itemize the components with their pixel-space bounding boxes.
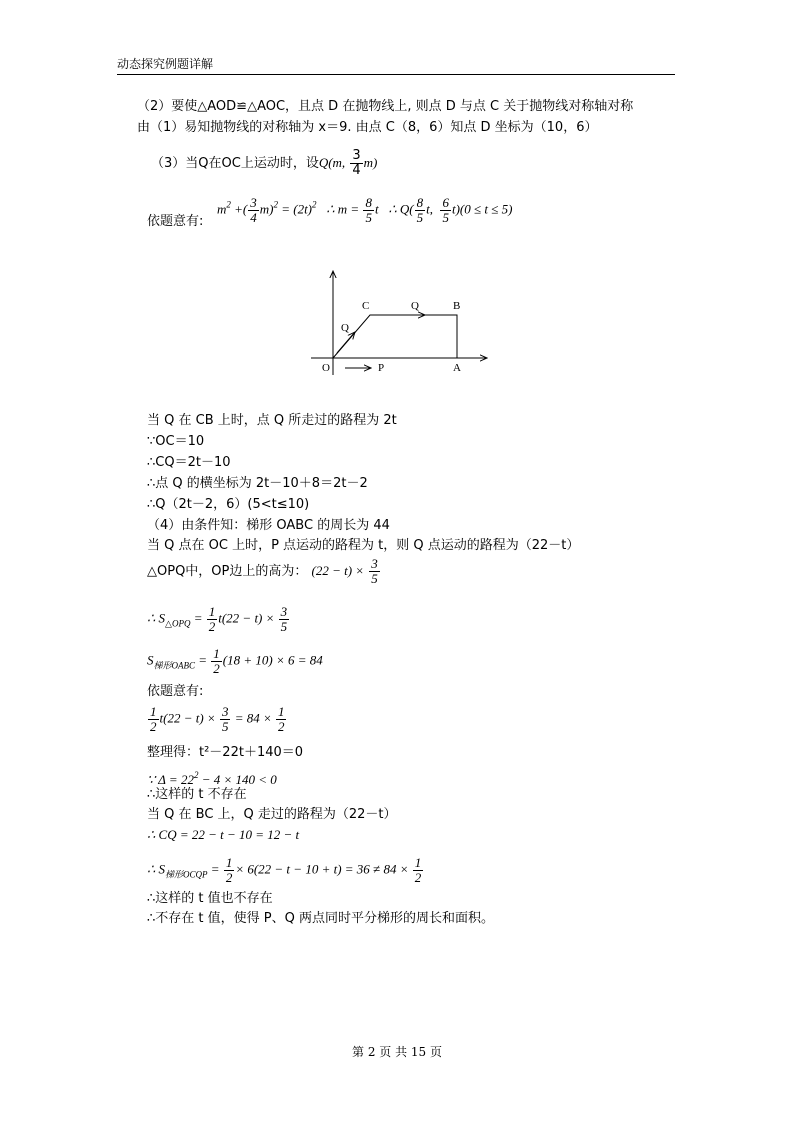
label-C: C [362,300,370,312]
eq-expr1: t(22 − t) × [159,710,216,726]
frac-den: 2 [208,619,216,634]
s-opq-eq: = [193,610,203,626]
frac-den: 2 [414,870,422,885]
eq-rhs: = (2t) [281,201,313,217]
frac-3-5b [279,605,290,634]
frac-1-2 [207,605,218,634]
frac-8-5 [363,196,374,225]
part3-intro-text: （3）当Q在OC上运动时，设 [151,156,319,171]
eq-line-2 [147,705,287,734]
cb-line2: ∵OC＝10 [147,434,205,449]
frac-3-5 [369,557,380,586]
frac-6-5 [440,196,451,225]
frac-1-2e [224,856,235,885]
eq-m-close: m) [259,201,274,217]
part3-intro [151,149,377,178]
frac-den: 2 [225,870,233,885]
label-O: O [322,362,330,374]
frac-1-2d [276,705,287,734]
delta: ∵ Δ = 22 [147,772,194,787]
frac-3-4 [350,149,362,178]
frac-1-2c [148,705,159,734]
label-Q-oc: Q [341,322,349,334]
label-Q-cb: Q [411,300,419,312]
s-opq-sub: △OPQ [165,618,191,629]
s-trap: S [147,652,154,668]
cb-line1: 当 Q 在 CB 上时，点 Q 所走过的路程为 2t [147,413,397,428]
s-trap-sub: 梯形OABC [153,660,195,671]
label-B: B [453,300,461,312]
s-ocqp-sub: 梯形OCQP [165,869,208,880]
part3-eq-label: 依题意有: [147,214,204,229]
q-close: ) [373,155,378,170]
s-opq: ∴ S [147,610,166,626]
simplify-line: 整理得：t²－22t＋140＝0 [147,745,304,760]
trapezoid-diagram [305,265,495,380]
frac-den: 2 [150,719,157,734]
label-P: P [378,362,385,374]
s-ocqp-eq: = [210,861,220,877]
q-point: ∴ Q( [388,201,414,217]
eq-frac-3-4 [248,196,259,225]
frac-num: 3 [371,556,378,571]
part2-line1: （2）要使△AOD≌△AOC，且点 D 在抛物线上, 则点 D 与点 C 关于抛物线对称轴对称 [137,99,634,114]
part4-line1: （4）由条件知：梯形 OABC 的周长为 44 [147,518,390,533]
frac-num: 1 [225,855,233,870]
s-trap-expr: (18 + 10) × 6 = 84 [222,652,323,668]
s-trap-line [147,647,323,676]
frac-num: 6 [442,195,449,210]
part2-line2: 由（1）易知抛物线的对称轴为 x＝9. 由点 C（8，6）知点 D 坐标为（10，6） [137,120,598,135]
frac-num: 8 [416,195,424,210]
delta-line [147,767,277,788]
delta-sq: 2 [193,770,199,780]
eq-sq3: 2 [312,199,317,210]
s-trap-eq: = [198,652,208,668]
frac-num: 3 [221,704,229,719]
frac-den: 5 [371,571,378,586]
m-equals: ∴ m = [326,201,360,217]
no-t-line: ∴这样的 t 不存在 [147,787,247,802]
cb-line3: ∴CQ＝2t－10 [147,455,231,470]
frac-1-2f [413,856,424,885]
height-label: △OPQ中，OP边上的高为： [147,564,308,579]
frac-num: 1 [150,704,157,719]
frac-num: 1 [213,646,220,661]
t-var: t [374,201,379,217]
page-footer: 第 2 页 共 15 页 [352,1045,442,1059]
q-m: m [363,155,373,170]
comma-t: t, [426,201,433,217]
frac-den: 5 [365,210,372,225]
frac-num: 1 [277,704,285,719]
eq-expr2: = 84 × [234,710,272,726]
s-opq-expr: t(22 − t) × [218,610,275,626]
frac-num: 1 [208,604,216,619]
s-ocqp-line [147,856,424,885]
frac-3-5c [220,705,231,734]
eq-label-2: 依题意有: [147,684,204,699]
delta-rest: − 4 × 140 < 0 [201,772,277,787]
q-arrow-oc [337,332,355,353]
label-A: A [453,362,461,374]
part3-equation [217,196,512,225]
header-divider [117,74,675,75]
q-open: Q(m, [318,155,346,170]
frac-den: 2 [277,719,285,734]
s-ocqp: ∴ S [147,861,166,877]
eq-m: m [217,201,227,217]
frac-den: 5 [280,619,288,634]
frac-num: 1 [414,855,422,870]
height-line [147,557,381,586]
page-header-title: 动态探究例题详解 [117,57,214,71]
t-range: t)(0 ≤ t ≤ 5) [451,201,513,217]
frac-1-2b [211,647,222,676]
no-t2-line: ∴这样的 t 值也不存在 [147,891,273,906]
frac-den: 2 [213,661,220,676]
s-ocqp-expr: × 6(22 − t − 10 + t) = 36 ≠ 84 × [235,861,409,877]
eq-sq: 2 [226,199,231,210]
s-opq-line [147,605,290,634]
cb-line5: ∴Q（2t－2，6）(5<t≤10) [147,497,310,512]
bc-line: 当 Q 在 BC 上，Q 走过的路程为（22－t） [147,807,397,822]
eq-plus: +( [234,201,248,217]
frac-den: 5 [442,210,449,225]
frac-num: 3 [250,195,257,210]
frac-num: 3 [280,604,288,619]
height-expr: (22 − t) × [311,563,365,578]
frac-den: 5 [416,210,424,225]
frac-8-5b [415,196,426,225]
frac-num: 3 [352,148,361,163]
frac-den: 4 [250,210,257,225]
eq-sq2: 2 [273,199,278,210]
frac-num: 8 [365,195,372,210]
cq-line: ∴ CQ = 22 − t − 10 = 12 − t [147,827,300,842]
conclusion-line: ∴不存在 t 值，使得 P、Q 两点同时平分梯形的周长和面积。 [147,911,494,926]
part4-line2: 当 Q 点在 OC 上时，P 点运动的路程为 t，则 Q 点运动的路程为（22－t） [147,538,580,553]
cb-line4: ∴点 Q 的横坐标为 2t－10＋8＝2t－2 [147,476,368,491]
frac-den: 5 [221,719,229,734]
frac-den: 4 [352,163,361,178]
